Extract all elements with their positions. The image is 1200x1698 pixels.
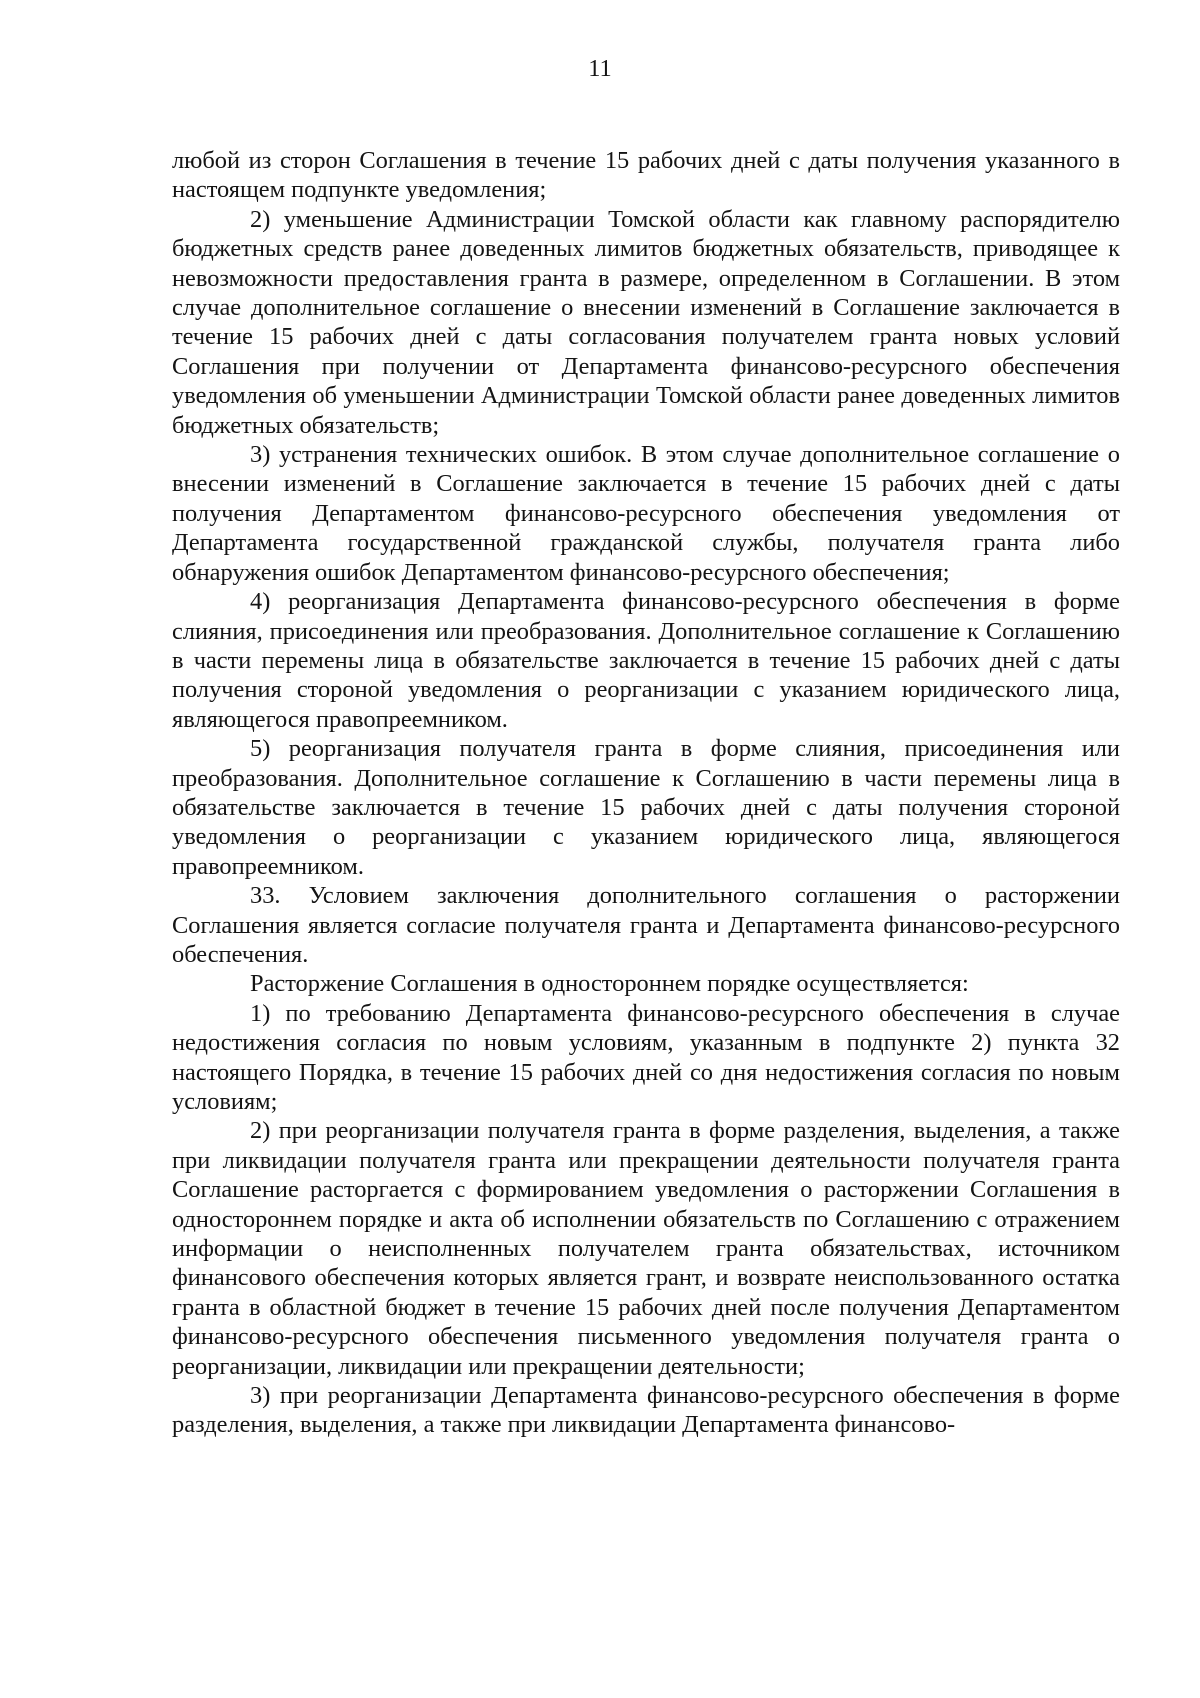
paragraph-subitem-3: 3) устранения технических ошибок. В этом случае дополнительное соглашение о внесении изменений в Соглашение заключается в течение 15 рабочих дней с даты получения Департаментом финансово-ресурсного обеспечения уведомления от Департамента государственной гражданской службы, получателя гранта либо обнаружения ошибок Департаментом финансово-ресурсного обеспечения; (172, 441, 1120, 586)
paragraph-termination-3: 3) при реорганизации Департамента финансово-ресурсного обеспечения в форме разделения, выделения, а также при ликвидации Департамента финансово- (172, 1382, 1120, 1439)
paragraph-termination-2: 2) при реорганизации получателя гранта в форме разделения, выделения, а также при ликвидации получателя гранта или прекращении деятельности получателя гранта Соглашение расторгается с формированием уведомления о расторжении Соглашения в одностороннем порядке и акта об исполнении обязательств по Соглашению с отражением информации о неисполненных получателем гранта обязательствах, источником финансового обеспечения которых является грант, и возврате неиспользованного остатка гранта в областной бюджет в течение 15 рабочих дней после получения Департаментом финансово-ресурсного обеспечения письменного уведомления получателя гранта о реорганизации, ликвидации или прекращении деятельности; (172, 1117, 1120, 1380)
paragraph-subitem-4: 4) реорганизация Департамента финансово-ресурсного обеспечения в форме слияния, присоединения или преобразования. Дополнительное соглашение к Соглашению в части перемены лица в обязательстве заключается в течение 15 рабочих дней с даты получения стороной уведомления о реорганизации с указанием юридического лица, являющегося правопреемником. (172, 588, 1120, 733)
paragraph-termination-1: 1) по требованию Департамента финансово-ресурсного обеспечения в случае недостижения согласия по новым условиям, указанным в подпункте 2) пункта 32 настоящего Порядка, в течение 15 рабочих дней со дня недостижения согласия по новым условиям; (172, 999, 1120, 1115)
paragraph-termination-intro: Расторжение Соглашения в одностороннем порядке осуществляется: (250, 970, 969, 998)
paragraph-continuation: любой из сторон Соглашения в течение 15 рабочих дней с даты получения указанного в настоящем подпункте уведомления; (172, 147, 1120, 204)
page-number: 11 (588, 55, 612, 82)
document-body (172, 146, 1120, 1440)
paragraph-subitem-2: 2) уменьшение Администрации Томской области как главному распорядителю бюджетных средств ранее доведенных лимитов бюджетных обязательств, приводящее к невозможности предоставления гранта в размере, определенном в Соглашении. В этом случае дополнительное соглашение о внесении изменений в Соглашение заключается в течение 15 рабочих дней с даты согласования получателем гранта новых условий Соглашения при получении от Департамента финансово-ресурсного обеспечения уведомления об уменьшении Администрации Томской области ранее доведенных лимитов бюджетных обязательств; (172, 205, 1120, 439)
paragraph-subitem-5: 5) реорганизация получателя гранта в форме слияния, присоединения или преобразования. Дополнительное соглашение к Соглашению в части перемены лица в обязательстве заключается в течение 15 рабочих дней с даты получения стороной уведомления о реорганизации с указанием юридического лица, являющегося правопреемником. (172, 735, 1120, 880)
paragraph-clause-33: 33. Условием заключения дополнительного соглашения о расторжении Соглашения является согласие получателя гранта и Департамента финансово-ресурсного обеспечения. (172, 882, 1120, 968)
